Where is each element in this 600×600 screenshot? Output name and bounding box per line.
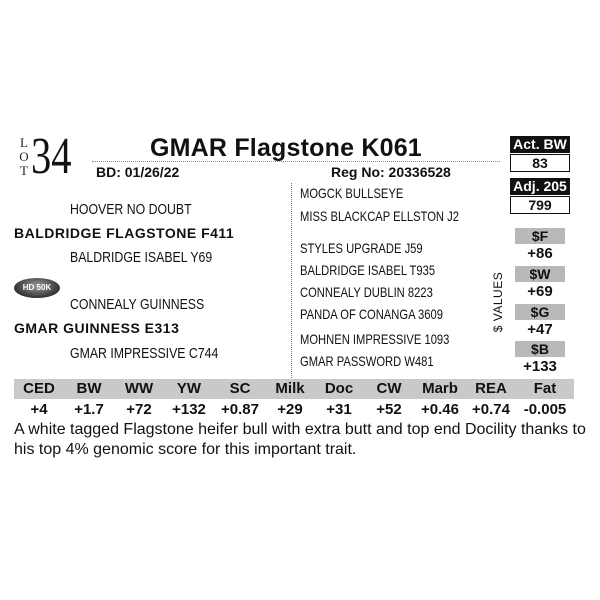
epd-header-marb: Marb [422, 380, 458, 397]
epd-value-milk: +29 [277, 401, 303, 418]
dollar-f-value: +86 [527, 245, 553, 262]
epd-value-ww: +72 [126, 401, 152, 418]
pedigree-dam-dam: GMAR IMPRESSIVE C744 [70, 345, 219, 362]
epd-header-ced: CED [23, 380, 55, 397]
epd-value-sc: +0.87 [221, 401, 259, 418]
epd-header-row [14, 379, 574, 399]
dollar-g-label: $G [515, 304, 565, 320]
act-bw-value: 83 [510, 154, 570, 172]
animal-name: GMAR Flagstone K061 [150, 134, 422, 162]
lot-label [18, 136, 30, 178]
pedigree-right-3: STYLES UPGRADE J59 [300, 240, 423, 256]
pedigree-sire-sire: HOOVER NO DOUBT [70, 201, 192, 218]
epd-header-sc: SC [229, 380, 251, 397]
pedigree-right-1: MOGCK BULLSEYE [300, 185, 404, 201]
dollar-values-label [488, 262, 508, 342]
epd-value-yw: +132 [172, 401, 206, 418]
epd-header-doc: Doc [324, 380, 354, 397]
pedigree-right-7: MOHNEN IMPRESSIVE 1093 [300, 331, 450, 347]
pedigree-right-4: BALDRIDGE ISABEL T935 [300, 262, 436, 278]
pedigree-right-6: PANDA OF CONANGA 3609 [300, 306, 443, 322]
lot-number: 34 [31, 128, 72, 185]
epd-header-fat: Fat [533, 380, 557, 397]
epd-header-cw: CW [376, 380, 402, 397]
pedigree-dam: GMAR GUINNESS E313 [14, 320, 180, 336]
adj-205-value: 799 [510, 196, 570, 214]
epd-value-ced: +4 [30, 401, 48, 418]
hd50k-badge: HD 50K [14, 278, 60, 298]
title-divider [92, 161, 500, 162]
epd-value-doc: +31 [326, 401, 352, 418]
dollar-w-value: +69 [527, 283, 553, 300]
epd-value-cw: +52 [376, 401, 402, 418]
lot-letter-l: L [20, 135, 28, 150]
pedigree-sire-dam: BALDRIDGE ISABEL Y69 [70, 249, 213, 266]
epd-value-rea: +0.74 [472, 401, 510, 418]
epd-header-ww: WW [124, 380, 154, 397]
lot-letter-t: T [20, 163, 28, 178]
lot-letter-o: O [19, 149, 29, 164]
epd-header-milk: Milk [275, 380, 305, 397]
dollar-w-label: $W [515, 266, 565, 282]
pedigree-right-2: MISS BLACKCAP ELLSTON J2 [300, 208, 459, 224]
pedigree-divider [291, 183, 292, 378]
act-bw-label: Act. BW [510, 136, 570, 153]
pedigree-right-5: CONNEALY DUBLIN 8223 [300, 284, 433, 300]
epd-value-marb: +0.46 [421, 401, 459, 418]
pedigree-sire: BALDRIDGE FLAGSTONE F411 [14, 225, 235, 241]
dollar-g-value: +47 [527, 321, 553, 338]
dollar-f-label: $F [515, 228, 565, 244]
birth-date: BD: 01/26/22 [96, 164, 180, 180]
dollar-values-text: $ VALUES [491, 271, 505, 333]
adj-205-label: Adj. 205 [510, 178, 570, 195]
dollar-b-value: +133 [523, 358, 557, 375]
lot-description: A white tagged Flagstone heifer bull with extra butt and top end Docility thanks to his top 4% genomic score for this important trait. [14, 421, 586, 458]
epd-header-rea: REA [475, 380, 507, 397]
pedigree-right-8: GMAR PASSWORD W481 [300, 353, 434, 369]
epd-header-yw: YW [176, 380, 202, 397]
epd-header-bw: BW [76, 380, 102, 397]
dollar-b-label: $B [515, 341, 565, 357]
epd-value-fat: -0.005 [523, 401, 567, 418]
pedigree-dam-sire: CONNEALY GUINNESS [70, 296, 205, 313]
epd-value-bw: +1.7 [74, 401, 104, 418]
registration-number: Reg No: 20336528 [331, 164, 451, 180]
epd-values-row [14, 400, 574, 418]
